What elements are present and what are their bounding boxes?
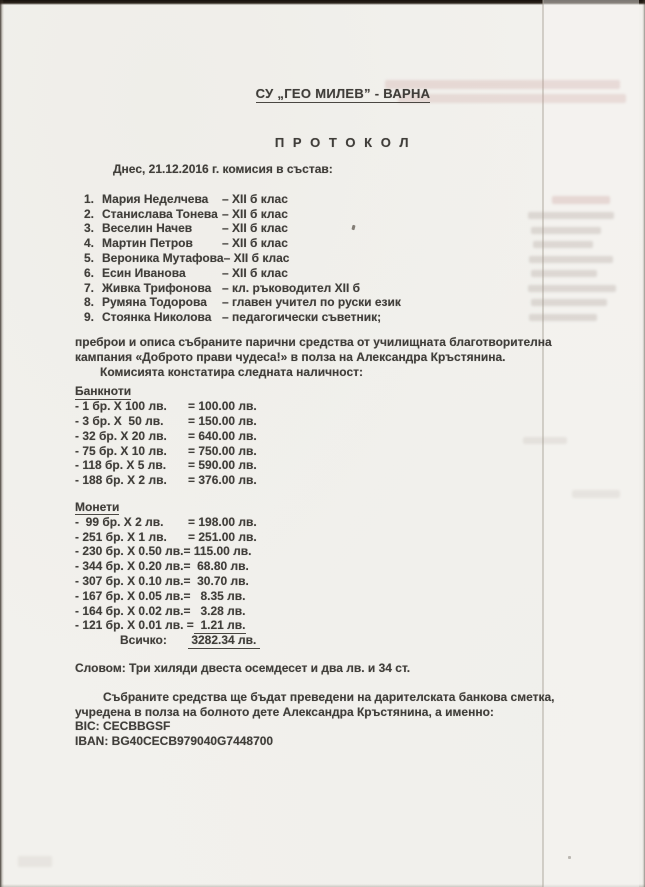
coin-row	[75, 574, 611, 589]
closing-line-1: Събраните средства ще бъдат преведени на дарителската банкова сметка,	[103, 689, 555, 704]
coin-amount: 115.00 лв.	[190, 544, 252, 559]
coin-amount: 8.35 лв.	[190, 588, 246, 603]
member-role: – педагогически съветник;	[222, 310, 382, 325]
member-role: – XII б клас	[222, 265, 288, 280]
total-value: 3282.34 лв.	[188, 633, 260, 648]
coin-row	[75, 589, 611, 604]
member-name: Мартин Петров	[102, 236, 193, 251]
committee-row	[84, 266, 611, 281]
coin-amount: 68.80 лв.	[190, 559, 249, 574]
banknote-amount: = 590.00 лв.	[188, 458, 257, 473]
intro-line-1: преброи и описа събраните парични средства от училищната благотворителна	[75, 334, 552, 349]
coins-heading: Монети	[75, 499, 120, 514]
coin-row	[75, 559, 611, 574]
banknote-quantity: - 188 бр. Х 2 лв.	[75, 473, 167, 488]
document-body	[75, 86, 611, 749]
school-name-header	[75, 86, 611, 101]
member-role: – XII б клас	[222, 191, 288, 206]
school-name: СУ „ГЕО МИЛЕВ” - ВАРНА	[255, 86, 431, 101]
coin-quantity: - 121 бр. Х 0.01 лв. =	[75, 618, 194, 633]
member-role: – XII б клас	[222, 206, 288, 221]
bic-line: BIC: CECBBGSF	[75, 719, 171, 734]
amount-in-words: Словом: Три хиляди двеста осемдесет и два лв. и 34 ст.	[75, 660, 411, 675]
member-name: Вероника Мутафова	[102, 250, 224, 265]
coin-quantity: - 99 бр. Х 2 лв.	[75, 514, 164, 529]
coins-section	[75, 500, 611, 515]
coin-row	[75, 604, 611, 619]
coin-quantity: - 167 бр. Х 0.05 лв.=	[75, 588, 191, 603]
date-line: Днес, 21.12.2016 г. комисия в състав:	[113, 162, 333, 176]
banknote-quantity: - 3 бр. Х 50 лв.	[75, 413, 164, 428]
member-role: – XII б клас	[222, 236, 288, 251]
member-number: 6.	[84, 265, 95, 280]
banknote-amount: = 100.00 лв.	[188, 399, 257, 414]
member-number: 9.	[84, 310, 95, 325]
coin-amount: 30.70 лв.	[190, 573, 249, 588]
total-label: Всичко:	[120, 633, 167, 648]
committee-row	[84, 281, 611, 296]
committee-row	[84, 310, 611, 325]
member-name: Станислава Тонева	[102, 206, 218, 221]
scan-speck	[568, 856, 571, 859]
coin-quantity: - 164 бр. Х 0.02 лв.=	[75, 603, 191, 618]
banknote-quantity: - 75 бр. Х 10 лв.	[75, 443, 167, 458]
intro-line-3: Комисията констатира следната наличност:	[100, 364, 364, 379]
coin-quantity: - 344 бр. Х 0.20 лв.=	[75, 559, 191, 574]
member-name: Есин Иванова	[102, 265, 186, 280]
member-number: 4.	[84, 236, 95, 251]
coin-row	[75, 544, 611, 559]
banknote-amount: = 640.00 лв.	[188, 428, 257, 443]
iban-line: IBAN: BG40CECB979040G7448700	[75, 734, 274, 749]
banknote-amount: = 150.00 лв.	[188, 413, 257, 428]
banknote-row	[75, 399, 611, 414]
coin-row-last	[75, 618, 611, 633]
committee-row	[84, 295, 611, 310]
committee-row	[84, 251, 611, 266]
committee-row	[84, 192, 611, 207]
member-role: – XII б клас	[223, 250, 290, 265]
banknote-row	[75, 473, 611, 488]
member-number: 8.	[84, 295, 95, 310]
banknote-quantity: - 1 бр. Х 100 лв.	[75, 399, 167, 414]
member-number: 7.	[84, 280, 95, 295]
coin-amount: 3.28 лв.	[190, 603, 246, 618]
banknote-row	[75, 444, 611, 459]
committee-row	[84, 236, 611, 251]
coin-row	[75, 515, 611, 530]
scan-smudge	[18, 856, 52, 867]
member-role: – главен учител по руски език	[222, 295, 401, 310]
member-name: Стоянка Николова	[102, 310, 212, 325]
coin-amount-underlined: 1.21 лв.	[193, 618, 246, 633]
member-name: Мария Неделчева	[102, 191, 209, 206]
banknote-row	[75, 414, 611, 429]
banknote-quantity: - 118 бр. Х 5 лв.	[75, 458, 167, 473]
member-number: 2.	[84, 206, 95, 221]
member-name: Румяна Тодорова	[102, 295, 207, 310]
member-role: – кл. ръководител XII б	[222, 280, 361, 295]
banknotes-heading: Банкноти	[75, 384, 132, 399]
closing-paragraph	[75, 690, 611, 749]
banknote-amount: = 750.00 лв.	[188, 443, 257, 458]
intro-paragraph	[75, 335, 611, 379]
closing-line-2: учредена в полза на болното дете Александра Кръстянина, а именно:	[75, 704, 494, 719]
member-number: 1.	[84, 191, 95, 206]
member-number: 5.	[84, 250, 95, 265]
banknotes-section	[75, 384, 611, 399]
banknote-quantity: - 32 бр. Х 20 лв.	[75, 428, 167, 443]
member-number: 3.	[84, 221, 95, 236]
coin-amount: = 251.00 лв.	[188, 529, 257, 544]
coin-quantity: - 230 бр. Х 0.50 лв.=	[75, 544, 191, 559]
member-role: – XII б клас	[222, 221, 288, 236]
committee-row	[84, 207, 611, 222]
banknotes-table	[75, 399, 611, 488]
coin-quantity: - 307 бр. Х 0.10 лв.=	[75, 573, 191, 588]
coins-table	[75, 515, 611, 633]
member-name: Живка Трифонова	[102, 280, 212, 295]
coin-quantity: - 251 бр. Х 1 лв.	[75, 529, 167, 544]
banknote-amount: = 376.00 лв.	[188, 473, 257, 488]
coin-row	[75, 530, 611, 545]
banknote-row	[75, 458, 611, 473]
committee-list	[75, 192, 611, 325]
scan-edge-left	[0, 0, 4, 887]
total-row	[75, 633, 611, 648]
document-title: П Р О Т О К О Л	[274, 135, 412, 150]
committee-row	[84, 221, 611, 236]
intro-line-2: кампания «Доброто прави чудеса!» в полза на Александра Кръстянина.	[75, 349, 506, 364]
coin-amount: = 198.00 лв.	[188, 514, 257, 529]
member-name: Веселин Начев	[102, 221, 193, 236]
banknote-row	[75, 429, 611, 444]
